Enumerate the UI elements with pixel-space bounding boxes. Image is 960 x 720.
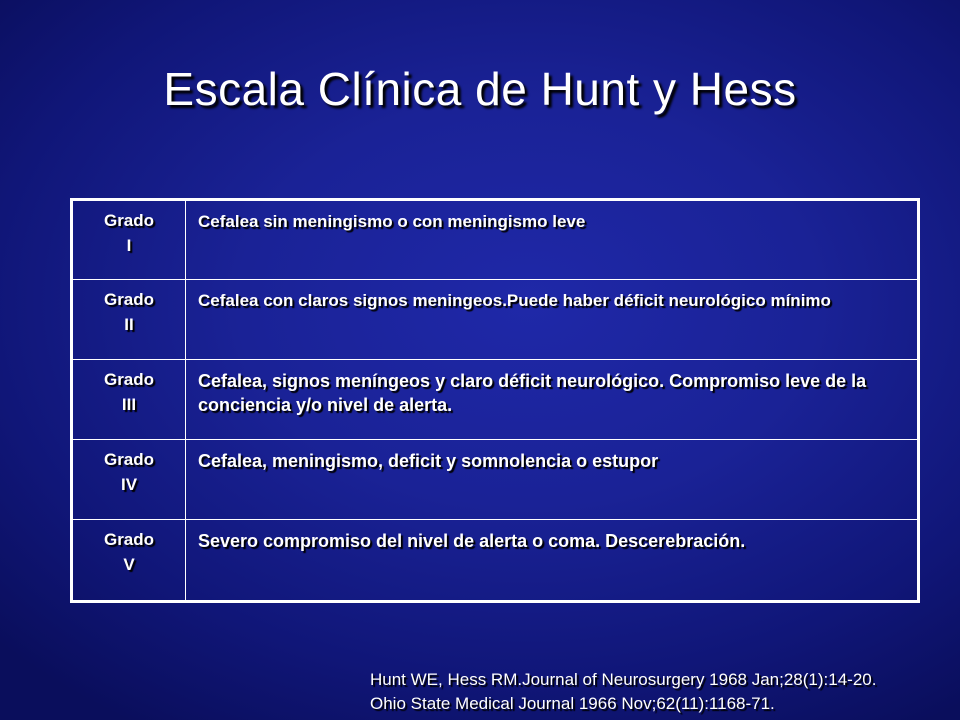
grade-description: Cefalea con claros signos meningeos.Puede haber déficit neurológico mínimo	[198, 291, 831, 310]
grade-cell	[72, 280, 186, 360]
grade-number: V	[123, 555, 135, 574]
grade-label: Grado	[103, 530, 155, 549]
grade-label: Grado	[103, 450, 155, 469]
grade-cell	[72, 360, 186, 440]
grade-label: Grado	[103, 370, 155, 389]
reference-line: Hunt WE, Hess RM.Journal of Neurosurgery 1968 Jan;28(1):14-20.	[370, 670, 877, 689]
table-row	[72, 360, 919, 440]
slide-title: Escala Clínica de Hunt y Hess	[163, 63, 797, 115]
description-cell	[186, 440, 919, 520]
table-row	[72, 520, 919, 602]
grade-number: III	[121, 395, 137, 414]
references	[370, 668, 876, 716]
grade-description: Cefalea, meningismo, deficit y somnolencia o estupor	[198, 451, 659, 471]
table-row	[72, 200, 919, 280]
grade-cell	[72, 440, 186, 520]
grade-description: Cefalea, signos meníngeos y claro déficit neurológico. Compromiso leve de la conciencia y/o nivel de alerta.	[198, 371, 867, 415]
grade-description: Severo compromiso del nivel de alerta o coma. Descerebración.	[198, 531, 746, 551]
grade-cell	[72, 200, 186, 280]
reference-line: Ohio State Medical Journal 1966 Nov;62(11):1168-71.	[370, 694, 775, 713]
grade-number: I	[126, 236, 132, 255]
grade-label: Grado	[103, 211, 155, 230]
grade-label: Grado	[103, 290, 155, 309]
table-row	[72, 440, 919, 520]
description-cell	[186, 280, 919, 360]
hunt-hess-table	[70, 198, 920, 603]
grade-number: IV	[120, 475, 138, 494]
description-cell	[186, 360, 919, 440]
description-cell	[186, 520, 919, 602]
grade-description: Cefalea sin meningismo o con meningismo leve	[198, 212, 586, 231]
grade-cell	[72, 520, 186, 602]
description-cell	[186, 200, 919, 280]
table-row	[72, 280, 919, 360]
grade-number: II	[124, 315, 134, 334]
